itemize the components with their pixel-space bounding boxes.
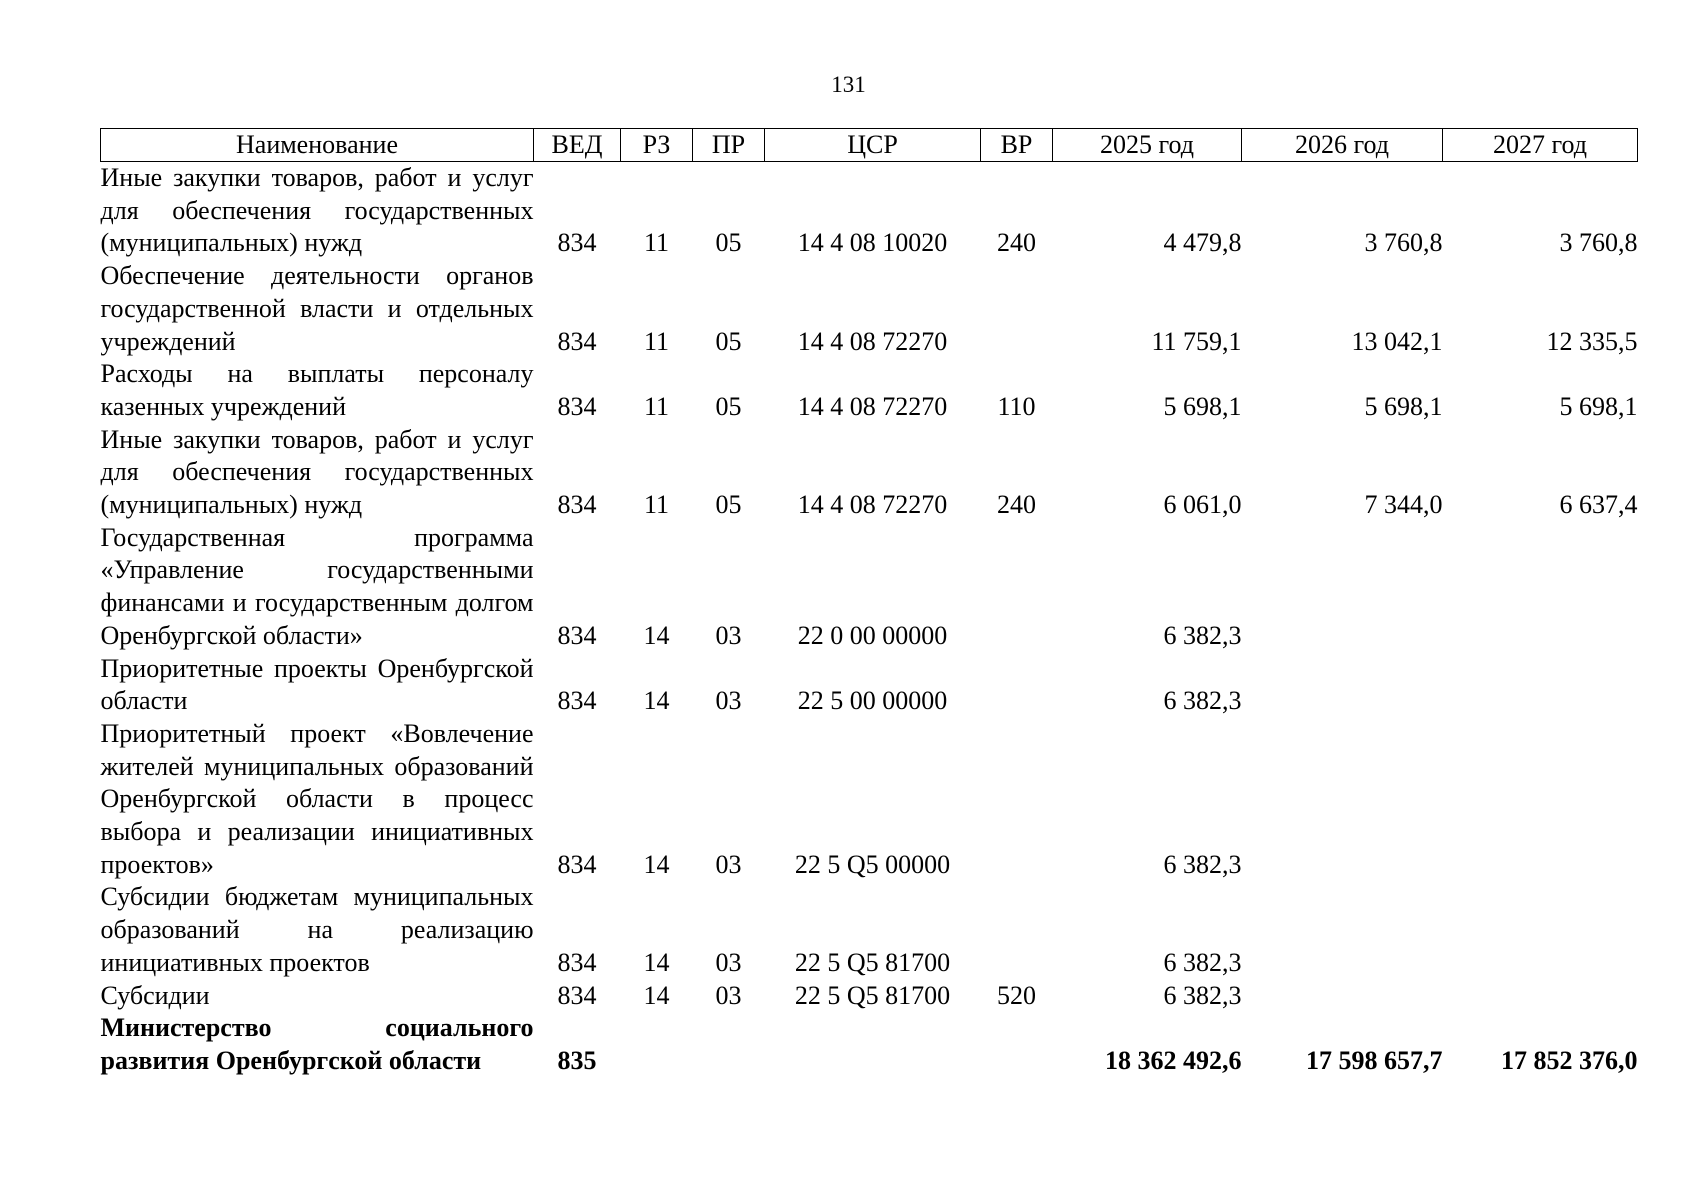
cell-2026 — [1242, 653, 1443, 718]
cell-csr: 22 5 Q5 81700 — [794, 947, 951, 977]
cell-2027: 6 637,4 — [1559, 490, 1638, 520]
cell-ved: 834 — [557, 228, 597, 258]
cell-vr — [981, 718, 1053, 882]
cell-name: Расходы на выплаты персоналу казенных учреждений — [100, 359, 534, 421]
table-row — [101, 260, 1638, 358]
cell-ved: 834 — [557, 947, 597, 977]
cell-2025: 6 382,3 — [1163, 980, 1242, 1010]
cell-pr: 03 — [715, 686, 742, 716]
table-row — [101, 162, 1638, 261]
header-2026: 2026 год — [1242, 129, 1443, 162]
cell-2025: 6 382,3 — [1163, 686, 1242, 716]
cell-rz: 11 — [643, 228, 670, 258]
cell-rz: 14 — [643, 849, 670, 879]
cell-vr: 240 — [997, 228, 1036, 258]
cell-name: Субсидии бюджетам муниципальных образований на реализацию инициативных проектов — [100, 882, 534, 977]
cell-2026: 5 698,1 — [1364, 391, 1443, 421]
cell-vr — [981, 1012, 1053, 1077]
cell-2027 — [1443, 881, 1638, 979]
cell-csr: 14 4 08 10020 — [797, 228, 948, 258]
cell-2025: 5 698,1 — [1163, 391, 1242, 421]
cell-2025: 6 061,0 — [1163, 490, 1242, 520]
cell-pr: 03 — [715, 849, 742, 879]
table-row — [101, 358, 1638, 423]
cell-csr: 22 5 00 00000 — [797, 686, 948, 716]
cell-2026 — [1242, 881, 1443, 979]
table-row — [101, 881, 1638, 979]
cell-rz: 11 — [643, 391, 670, 421]
budget-table — [100, 128, 1638, 1078]
cell-name: Приоритетные проекты Оренбургской области — [100, 653, 534, 716]
cell-2026: 7 344,0 — [1364, 490, 1443, 520]
cell-rz: 14 — [643, 947, 670, 977]
cell-ved: 834 — [557, 980, 597, 1010]
cell-name: Министерство социального развития Оренбургской области — [100, 1013, 534, 1075]
cell-vr: 520 — [997, 980, 1036, 1010]
cell-rz — [621, 1012, 693, 1077]
header-name: Наименование — [101, 129, 534, 162]
cell-rz: 11 — [643, 326, 670, 356]
cell-csr — [765, 1012, 981, 1077]
cell-vr — [981, 522, 1053, 653]
cell-2026: 3 760,8 — [1364, 228, 1443, 258]
cell-vr — [981, 653, 1053, 718]
cell-rz: 14 — [643, 620, 670, 650]
cell-pr: 03 — [715, 947, 742, 977]
cell-2027: 12 335,5 — [1546, 326, 1638, 356]
table-row — [101, 980, 1638, 1013]
cell-name: Приоритетный проект «Вовлечение жителей муниципальных образований Оренбургской области в процесс выбора и реализации инициативных проектов» — [100, 718, 534, 879]
cell-ved: 834 — [557, 849, 597, 879]
cell-pr: 05 — [715, 228, 742, 258]
header-pr: ПР — [693, 129, 765, 162]
cell-ved: 834 — [557, 391, 597, 421]
table-row-total — [101, 1012, 1638, 1077]
cell-ved: 834 — [557, 686, 597, 716]
cell-name: Субсидии — [100, 980, 210, 1010]
cell-rz: 11 — [643, 490, 670, 520]
cell-name: Обеспечение деятельности органов государственной власти и отдельных учреждений — [100, 261, 534, 356]
cell-vr: 240 — [997, 490, 1036, 520]
cell-2025: 18 362 492,6 — [1105, 1045, 1242, 1075]
cell-vr — [981, 260, 1053, 358]
cell-2026: 17 598 657,7 — [1306, 1045, 1443, 1075]
cell-name: Иные закупки товаров, работ и услуг для обеспечения государственных (муниципальных) нужд — [100, 424, 534, 520]
cell-2025: 6 382,3 — [1163, 947, 1242, 977]
cell-vr — [981, 881, 1053, 979]
table-row — [101, 522, 1638, 653]
cell-2026: 13 042,1 — [1351, 326, 1443, 356]
cell-pr: 03 — [715, 980, 742, 1010]
header-2027: 2027 год — [1443, 129, 1638, 162]
header-row — [101, 129, 1638, 162]
cell-2027 — [1443, 653, 1638, 718]
cell-2027 — [1443, 718, 1638, 882]
cell-csr: 14 4 08 72270 — [797, 391, 948, 421]
cell-2025: 6 382,3 — [1163, 620, 1242, 650]
cell-2027 — [1443, 522, 1638, 653]
cell-rz: 14 — [643, 686, 670, 716]
cell-pr: 05 — [715, 490, 742, 520]
cell-csr: 14 4 08 72270 — [797, 326, 948, 356]
cell-name: Государственная программа «Управление государственными финансами и государственным долгом Оренбургской области» — [100, 522, 534, 650]
page-number: 131 — [831, 72, 866, 97]
cell-ved: 835 — [557, 1045, 597, 1075]
table-row — [101, 718, 1638, 882]
cell-2025: 6 382,3 — [1163, 849, 1242, 879]
cell-pr: 05 — [715, 326, 742, 356]
cell-2027 — [1443, 980, 1638, 1013]
cell-ved: 834 — [557, 326, 597, 356]
cell-2027: 17 852 376,0 — [1501, 1045, 1638, 1075]
cell-2027: 5 698,1 — [1559, 391, 1638, 421]
header-vr: ВР — [981, 129, 1053, 162]
cell-pr: 05 — [715, 391, 742, 421]
cell-2025: 11 759,1 — [1151, 326, 1242, 356]
cell-csr: 22 5 Q5 81700 — [794, 980, 951, 1010]
cell-2025: 4 479,8 — [1163, 228, 1242, 258]
cell-ved: 834 — [557, 620, 597, 650]
cell-csr: 14 4 08 72270 — [797, 490, 948, 520]
header-ved: ВЕД — [534, 129, 621, 162]
cell-csr: 22 0 00 00000 — [797, 620, 948, 650]
header-2025: 2025 год — [1053, 129, 1242, 162]
table-row — [101, 424, 1638, 522]
header-rz: РЗ — [621, 129, 693, 162]
table-row — [101, 653, 1638, 718]
cell-2026 — [1242, 718, 1443, 882]
cell-csr: 22 5 Q5 00000 — [794, 849, 951, 879]
header-csr: ЦСР — [765, 129, 981, 162]
cell-vr: 110 — [997, 391, 1036, 421]
cell-2026 — [1242, 522, 1443, 653]
cell-rz: 14 — [643, 980, 670, 1010]
cell-2027: 3 760,8 — [1559, 228, 1638, 258]
cell-pr: 03 — [715, 620, 742, 650]
cell-pr — [693, 1012, 765, 1077]
cell-ved: 834 — [557, 490, 597, 520]
cell-2026 — [1242, 980, 1443, 1013]
cell-name: Иные закупки товаров, работ и услуг для обеспечения государственных (муниципальных) нужд — [100, 163, 534, 258]
